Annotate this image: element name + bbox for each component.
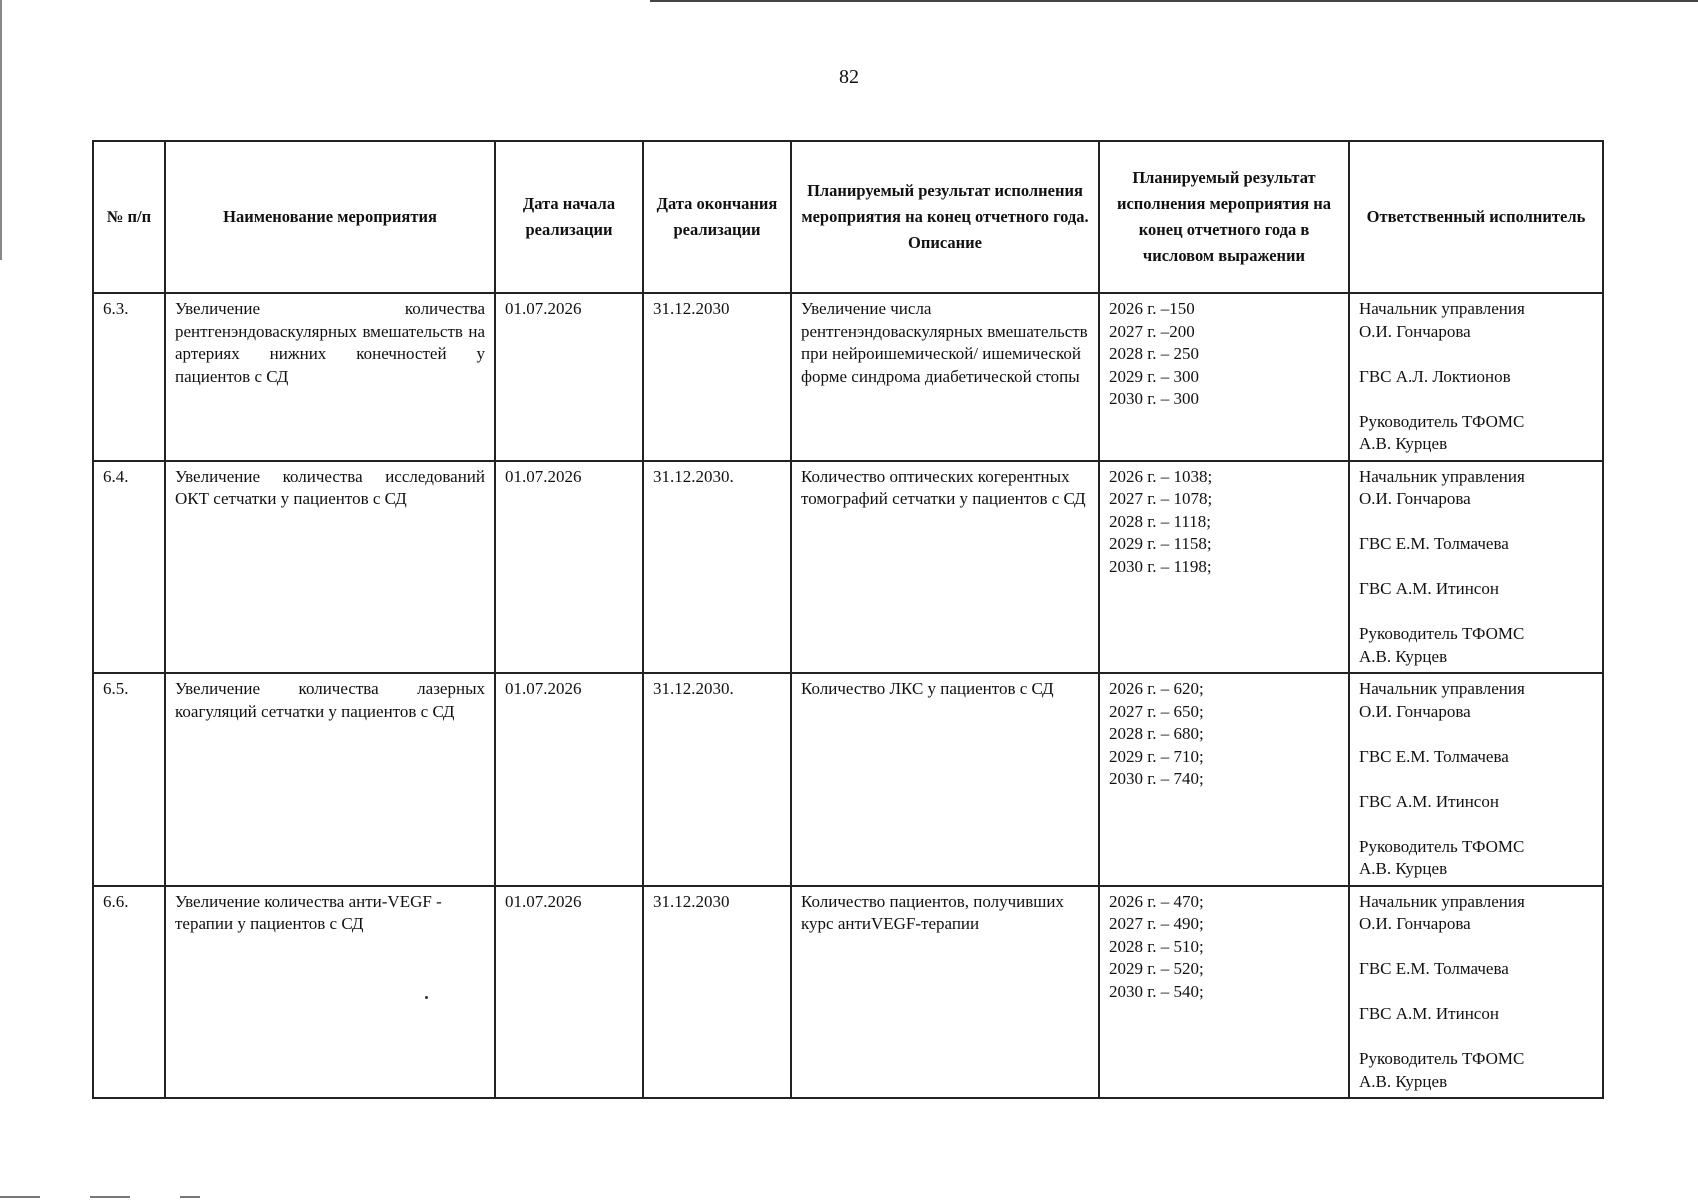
header-name: Наименование мероприятия	[165, 141, 495, 293]
start-date: 01.07.2026	[495, 886, 643, 1099]
value-line: 2028 г. – 250	[1109, 344, 1200, 363]
spacer	[1359, 343, 1593, 366]
value-line: 2029 г. – 520;	[1109, 959, 1204, 978]
value-line: 2027 г. –200	[1109, 321, 1195, 341]
responsible-line: Руководитель ТФОМС	[1359, 1049, 1525, 1068]
value-line: 2026 г. – 470;	[1109, 891, 1204, 911]
result-values	[1099, 673, 1349, 886]
responsible-line: Начальник управления	[1359, 466, 1525, 486]
result-values	[1099, 886, 1349, 1099]
header-start-date: Дата начала реализации	[495, 141, 643, 293]
value-line: 2027 г. – 650;	[1109, 701, 1204, 721]
spacer	[1359, 936, 1593, 959]
header-responsible: Ответственный исполнитель	[1349, 141, 1603, 293]
activities-table	[92, 140, 1604, 1099]
result-description: Количество оптических когерентных томографий сетчатки у пациентов с СД	[791, 461, 1099, 674]
end-date: 31.12.2030.	[643, 673, 791, 886]
responsible-line: ГВС Е.М. Толмачева	[1359, 534, 1509, 553]
spacer	[1359, 511, 1593, 534]
responsible-list	[1349, 293, 1603, 461]
start-date: 01.07.2026	[495, 293, 643, 461]
value-line: 2027 г. – 1078;	[1109, 489, 1213, 508]
value-line: 2030 г. – 740;	[1109, 769, 1204, 788]
start-date: 01.07.2026	[495, 461, 643, 674]
responsible-line: Начальник управления	[1359, 679, 1525, 698]
header-end-date: Дата окончания реализации	[643, 141, 791, 293]
responsible-list	[1349, 461, 1603, 674]
activity-name-text: Увеличение количества анти-VEGF - терапии у пациентов с СД	[175, 891, 442, 933]
responsible-line: А.В. Курцев	[1359, 1071, 1448, 1091]
value-line: 2029 г. – 300	[1109, 366, 1200, 386]
responsible-line: Начальник управления	[1359, 299, 1525, 318]
end-date: 31.12.2030.	[643, 461, 791, 674]
responsible-line: А.В. Курцев	[1359, 434, 1448, 453]
row-num: 6.5.	[93, 673, 165, 886]
responsible-list	[1349, 886, 1603, 1099]
end-date: 31.12.2030	[643, 886, 791, 1099]
row-num: 6.3.	[93, 293, 165, 461]
table-row	[93, 673, 1603, 886]
result-description: Количество пациентов, получивших курс антиVEGF-терапии	[791, 886, 1099, 1099]
start-date: 01.07.2026	[495, 673, 643, 886]
responsible-line: Начальник управления	[1359, 891, 1525, 911]
activity-name: Увеличение количества рентгенэндоваскулярных вмешательств на артериях нижних конечностей у пациентов с СД	[165, 293, 495, 461]
activity-name	[165, 886, 495, 1099]
result-description: Количество ЛКС у пациентов с СД	[791, 673, 1099, 886]
header-num: № п/п	[93, 141, 165, 293]
responsible-line: А.В. Курцев	[1359, 859, 1448, 878]
value-line: 2030 г. – 1198;	[1109, 556, 1212, 576]
responsible-line: О.И. Гончарова	[1359, 701, 1471, 721]
responsible-line: Руководитель ТФОМС	[1359, 624, 1525, 643]
value-line: 2028 г. – 510;	[1109, 936, 1204, 956]
row-num: 6.4.	[93, 461, 165, 674]
activity-name: Увеличение количества исследований ОКТ сетчатки у пациентов с СД	[165, 461, 495, 674]
scan-edge-left	[0, 0, 2, 260]
result-values	[1099, 461, 1349, 674]
value-line: 2030 г. – 540;	[1109, 981, 1204, 1001]
table-row	[93, 293, 1603, 461]
value-line: 2027 г. – 490;	[1109, 914, 1204, 933]
row-num: 6.6.	[93, 886, 165, 1099]
responsible-line: О.И. Гончарова	[1359, 914, 1471, 933]
header-row	[93, 141, 1603, 293]
value-line: 2028 г. – 1118;	[1109, 511, 1212, 531]
spacer	[1359, 813, 1593, 836]
value-line: 2026 г. – 620;	[1109, 679, 1204, 698]
responsible-line: ГВС А.М. Итинсон	[1359, 791, 1499, 811]
spacer	[1359, 723, 1593, 746]
responsible-line: Руководитель ТФОМС	[1359, 836, 1525, 856]
end-date: 31.12.2030	[643, 293, 791, 461]
spacer	[1359, 388, 1593, 411]
responsible-line: А.В. Курцев	[1359, 646, 1448, 666]
activity-name: Увеличение количества лазерных коагуляций сетчатки у пациентов с СД	[165, 673, 495, 886]
value-line: 2026 г. –150	[1109, 299, 1195, 318]
spacer	[1359, 768, 1593, 791]
spacer	[1359, 981, 1593, 1004]
value-line: 2029 г. – 1158;	[1109, 534, 1212, 553]
responsible-line: О.И. Гончарова	[1359, 321, 1471, 341]
responsible-line: ГВС Е.М. Толмачева	[1359, 746, 1509, 766]
responsible-line: ГВС А.М. Итинсон	[1359, 579, 1499, 598]
scan-edge-bottom	[0, 1196, 200, 1198]
header-result-description: Планируемый результат исполнения мероприятия на конец отчетного года. Описание	[791, 141, 1099, 293]
value-line: 2029 г. – 710;	[1109, 746, 1204, 766]
responsible-line: ГВС Е.М. Толмачева	[1359, 959, 1509, 978]
result-values	[1099, 293, 1349, 461]
scan-edge-top	[650, 0, 1698, 2]
result-description: Увеличение числа рентгенэндоваскулярных вмешательств при нейроишемической/ ишемической форме синдрома диабетической стопы	[791, 293, 1099, 461]
page-number: 82	[839, 66, 859, 88]
scan-speck	[425, 996, 428, 999]
header-result-numeric: Планируемый результат исполнения мероприятия на конец отчетного года в числовом выражении	[1099, 141, 1349, 293]
value-line: 2028 г. – 680;	[1109, 724, 1204, 743]
table-row	[93, 461, 1603, 674]
spacer	[1359, 601, 1593, 624]
responsible-line: ГВС А.Л. Локтионов	[1359, 366, 1511, 386]
spacer	[1359, 556, 1593, 579]
responsible-line: ГВС А.М. Итинсон	[1359, 1004, 1499, 1023]
spacer	[1359, 1026, 1593, 1049]
value-line: 2026 г. – 1038;	[1109, 466, 1213, 486]
responsible-line: О.И. Гончарова	[1359, 489, 1471, 508]
table-row	[93, 886, 1603, 1099]
responsible-line: Руководитель ТФОМС	[1359, 411, 1525, 431]
value-line: 2030 г. – 300	[1109, 389, 1200, 408]
responsible-list	[1349, 673, 1603, 886]
